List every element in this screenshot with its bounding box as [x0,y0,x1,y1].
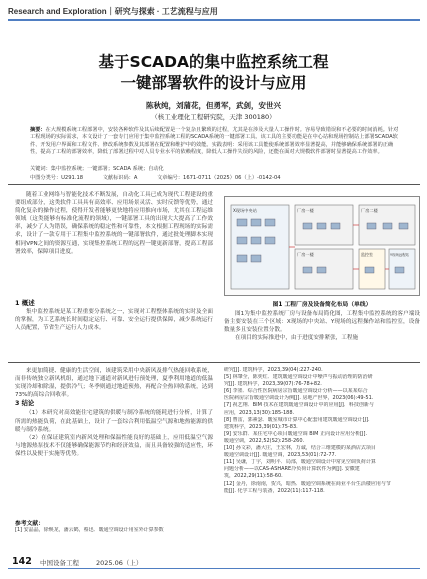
affiliation: （核工业理化工程研究院，天津 300180） [151,113,276,121]
conclusion-heading: 3 结论 [15,400,35,408]
article-end-divider [8,362,420,363]
abstract-body: 在大规模系统工程部署中，安装各种软件及其后续配置是一个复杂且繁琐的过程，尤其是在涉及大量人工操作时。容易导致错误和不必要的时间消耗。针对工程现场的实际需求，本文设计了一套专门应用于集中监控系统工程的SCADA系统的一键部署工具。该工具的主要功能是在中心站和现场控制站上部署SCADA软件、开发用户界面和工程文件、修改系统参数及其部署在配置和维护中的效能。实践表明：采用该工具能使系统部署效率显著提高，并能够确保系统部署的正确性，提高了工程的部署效率，降低了部署过程中对人员专业水平的依赖程度，降低人工操作失误的风险，还能在面对大规模软件部署时显著提高工作效率。 [30,127,399,155]
plant-layout-figure [224,196,420,296]
footer-divider [8,568,420,569]
reference-item: 建筑科学，2023,39(01):75-83. [224,423,298,430]
label-remote-station: Y现场远程站 [390,253,410,257]
reference-item: 能[J]. 化学工程与装备，2022(11):117-118. [224,487,325,494]
keywords: 关键词：集中监控系统；一键部署；SCADA 系统；自动化 [30,166,164,172]
label-monitor-room: 监控室 [361,252,373,257]
reference-item: 筑，2022,29(11):58-60. [224,473,283,480]
plant-layout-diagram [225,197,421,297]
references-heading: 参考文献： [15,521,44,527]
abstract [30,127,400,156]
clc-number: 中图分类号：U291.18 [30,175,84,181]
reference-item: 暖通空调设计[J]. 暖通空调，2023,53(01):72-77. [224,452,337,459]
abstract-label: 摘要： [30,127,46,133]
reference-item: 究[J]. 建筑科学，2023,39(07):76-78+82. [224,381,322,388]
footer-journal: 中国设备工程 [40,559,79,567]
article-title-line-2: 一键部署软件的设计与应用 [120,74,307,92]
conclusion-text-1: （1）本研究对高效能住宅建筑的供暖与制冷系统的能耗进行分析，计算了所需的热能负荷，在此基础上，设计了一套综合利用低温空气源和地热能源的供暖与制冷系统。 [15,410,213,433]
lower-left-text: 来更加简捷、健康的生活空间，该建筑采用中央新风及排气热能回收系统，而非传统独立新风机组，通过地下通道对新风进行预处理，夏季利用地道的低温实现冷却和除湿，提供冷气；冬季则通过地道预热，再配合全热回收系统，达到73%的高综合回收率。 [15,368,213,399]
author-list: 陈秋纯，刘蒲花，但勇军，武剑，安世兴 [146,101,281,110]
reference-item: 暖通空调，2022,52(S2):258-260. [224,437,305,444]
lower-left-column [15,367,213,458]
figure-1-caption: 图1 工程厂房及设备简化布局（单线） [272,302,372,308]
reference-item: 应用，2023,13(30):185-188. [224,409,295,416]
header-divider [8,19,420,21]
reference-item: [1] 安晶晶，徐焕龙，潘云鹤，蔡迅．暖通空调设计用室外计算参数 [15,527,164,533]
label-hall-a: 厂房一楼 [297,208,314,213]
figure-description-text-2: 在项目的实际推进中，由于进度安排紧张，工程施 [235,335,359,342]
conclusion-text-2: （2）在保证建筑室内新风处理和保温性能良好的基础上，应用低温空气源与地源热泵技术不仅能够确保能源节约和经济效益，而且具备较强的适应性，环保性以及便于实施等优势。 [15,434,213,457]
footer-issue: 2025.06（上） [96,559,143,567]
label-hall-c: 厂房二楼 [361,208,378,213]
article-title-line-1: 基于SCADA的集中监控系统工程 [98,53,329,71]
article-identifiers [30,174,410,181]
article-id: 文章编号：1671-0711（2025）06（上）-0142-04 [157,175,281,181]
reference-item: [9] 安乐群．某住宅中心项目暖通空调 BIM 正向设计应用分析[J]. [224,430,368,437]
running-header [0,0,427,22]
reference-item: [12] 金丹，徐南南，贺兴，暗热．暖通空调系统在商业平台生活楼应用与节 [224,480,391,487]
page-number: 142 [12,556,32,567]
figure-description-text: 图1为集中监控系统厂房与设备布局简化图，工程集中监控系统的客户端设备主要安装在三个区域：X现场的中央站、Y现场的远程操作站和监控室，设备数量多且安装位置分散。 [224,311,420,334]
reference-item: [5] 林肇全，陈奕红．建筑暖通空调设计中噪声与振动治理的防治研 [224,374,373,381]
references-right [224,367,420,495]
reference-item: [11] 吴谦，丁宇，刘明平．局部，暖通空调设计中常见空调负荷计算 [224,459,376,466]
label-hall-b: 厂房一楼 [297,252,314,257]
document-code: 文献标识码：A [102,175,138,181]
label-center-station: X现场中央站 [233,208,257,213]
intro-paragraph [15,191,213,256]
reference-item: 问题分析——以CAS-ASHARE冷负荷计算软件为例[J]. 安徽建 [224,466,360,473]
reference-item: [7] 祝艺翔．BIM 技术在建筑暖通空调设计中的应用[J]．科技创新与 [224,402,374,409]
section-1-paragraph [15,308,213,332]
section-1-heading: 1 概述 [15,299,35,307]
center-station-zone [231,205,289,289]
reference-item: [10] 孙文彩，潘大庄，王宏林，万诚，结合三维建模的某酒店式项目 [224,445,376,452]
section-1-text: 集中监控系统是某工程重要分系统之一，实现对工程整体系统的实时及全面的掌握，为工艺系统长时间稳定运行、可靠、安全运行提供保障，减少系统运行人员配置，节省生产运行人力成本。 [15,309,213,332]
abstract-divider [8,184,420,185]
reference-item: [6] 李墨．综合性医院病房宗旨暖通空调设计分析——以某某综合 [224,388,368,395]
references-left [15,527,213,534]
reference-item: 研究[J]. 建筑科学，2023,39(04):227-240. [224,367,323,373]
reference-item: 医院病房宗旨暖通空调设计为例[J]. 房地产世界，2023(06):49-51. [224,395,374,402]
reference-item: [8] 曹雷，郭素瑟．暖室城市计算中心配套用建筑暖通空调设计[J]. [224,416,370,423]
figure-description [224,310,420,342]
intro-text: 随着工业网络与智能化技术不断发展，自动化工具已成为现代工程建设的重要组成部分，这类软件工具具有高效率、应用场景灵活、实时反馈等优势，通过简化复杂的操作过程，使得开发者能够更快地将应用推向市场，尤其在工程运维领域（这类能够有标准化流程的领域），一键部署工具的出现大大提高了工作效率，减少了人为错误，确保系统的稳定性和可靠性，本文根据工程现场的实际需求，设计了一款专用于工程集中监控系统的一键部署软件，通过批处理脚本实现相同VPN之间的资源互通，实现集控系统工程的远程一键更新部署，提高工程部署效率，保障项目进度。 [15,192,213,255]
journal-section-label: Research and Exploration｜研究与探索 · 工艺流程与应用 [8,7,218,16]
